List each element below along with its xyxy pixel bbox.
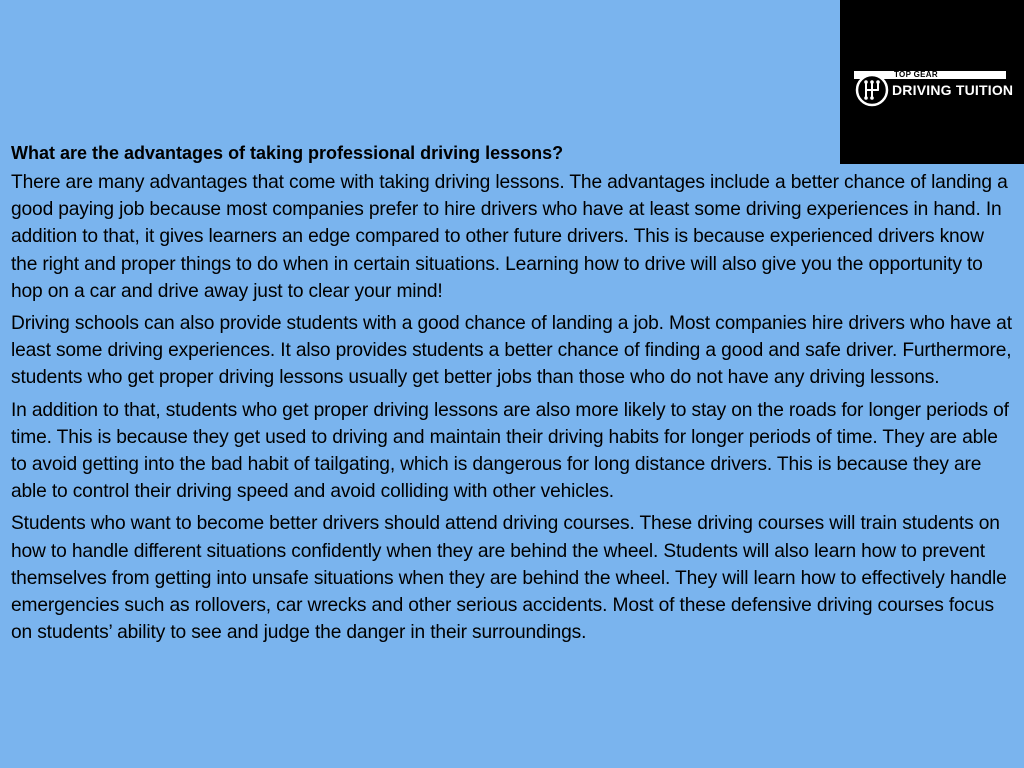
article [11,142,1015,651]
logo-badge [854,70,1014,109]
article-paragraph-1: There are many advantages that come with taking driving lessons. The advantages include a better chance of landing a good paying job because most companies prefer to hire drivers who have at least some driving experiences in hand. In addition to that, it gives learners an edge compared to other future drivers. This is because experienced drivers know the right and proper things to do when in certain situations. Learning how to drive will also give you the opportunity to hop on a car and drive away just to clear your mind! [11,172,1008,302]
article-paragraph-2: Driving schools can also provide students with a good chance of landing a job. Most companies hire drivers who have at least some driving experiences. It also provides students a better chance of finding a good and safe driver. Furthermore, students who get proper driving lessons usually get better jobs than those who do not have any driving lessons. [11,313,1012,389]
logo-main-text: DRIVING TUITION [892,82,1014,98]
logo [840,0,1024,164]
gear-shift-icon [855,73,889,107]
article-heading: What are the advantages of taking professional driving lessons? [11,143,564,163]
article-paragraph-4: Students who want to become better drivers should attend driving courses. These driving courses will train students on how to handle different situations confidently when they are behind the wheel. Students will also learn how to prevent themselves from getting into unsafe situations when they are behind the wheel. They will learn how to effectively handle emergencies such as rollovers, car wrecks and other serious accidents. Most of these defensive driving courses focus on students’ ability to see and judge the danger in their surroundings. [11,513,1007,644]
logo-small-text: TOP GEAR [894,70,938,79]
article-paragraph-3: In addition to that, students who get proper driving lessons are also more likely to stay on the roads for longer periods of time. This is because they get used to driving and maintain their driving habits for longer periods of time. They are able to avoid getting into the bad habit of tailgating, which is dangerous for long distance drivers. This is because they are able to control their driving speed and avoid colliding with other vehicles. [11,399,1009,503]
